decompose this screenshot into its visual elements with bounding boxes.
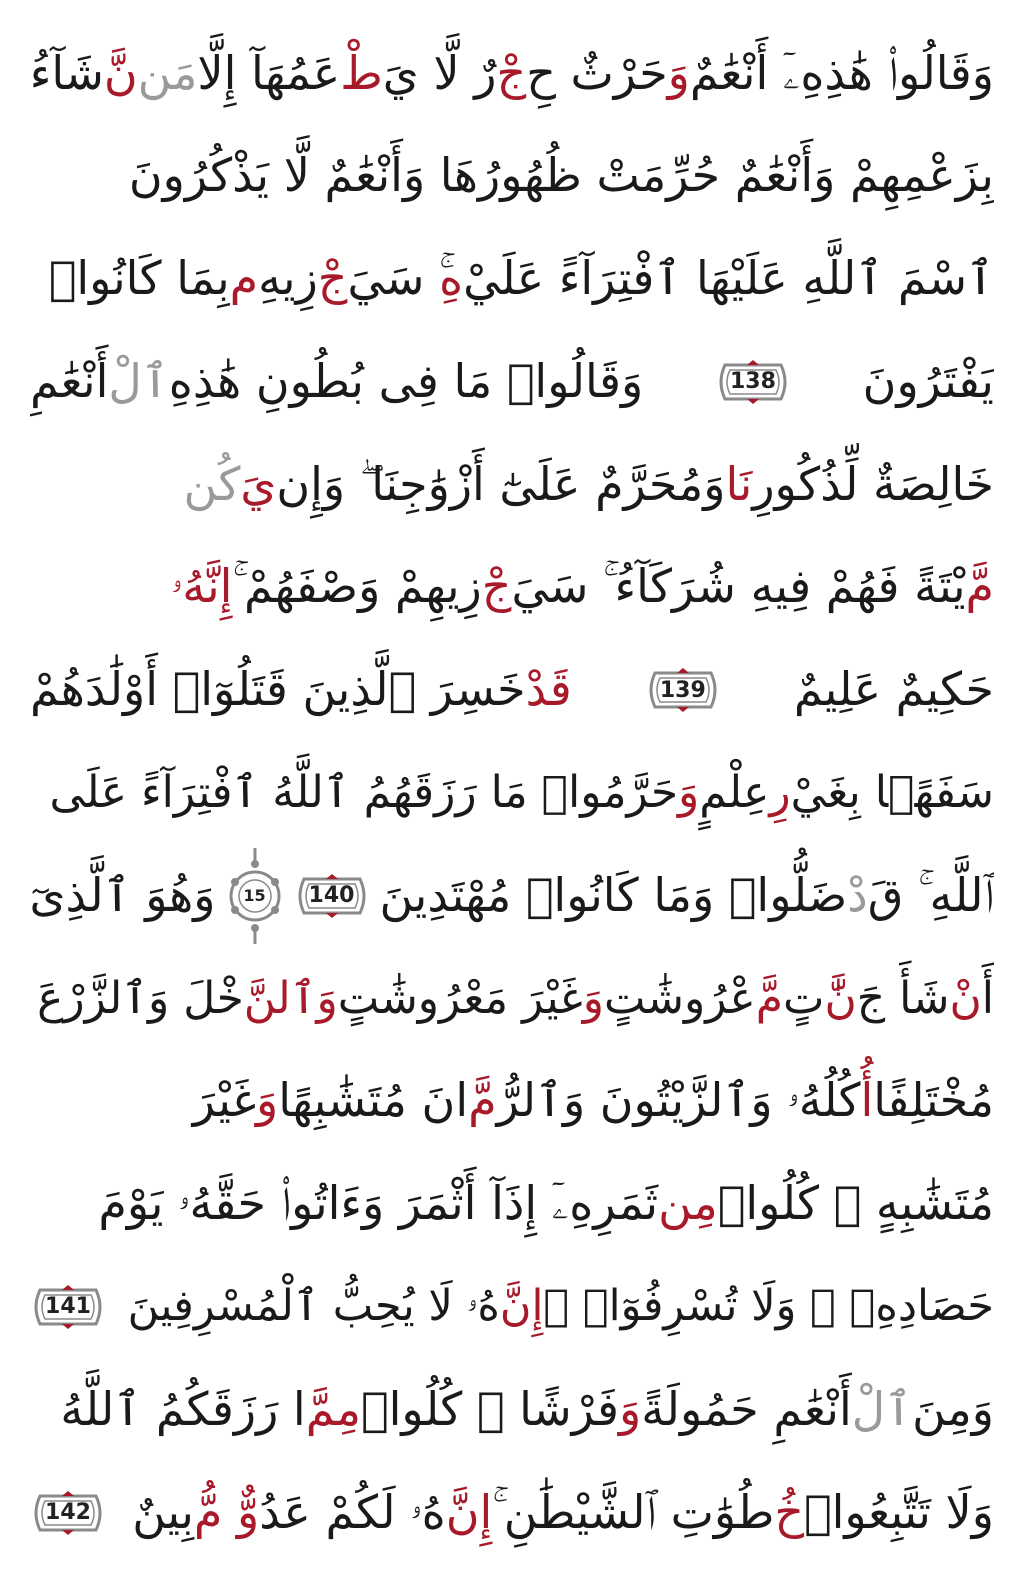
tajweed-highlight-text: جْ	[496, 45, 527, 100]
tajweed-highlight-text: قَدْ	[525, 662, 572, 717]
verse-text: أَنْعَٰمِ حَمُولَةً	[641, 1381, 852, 1436]
verse-text-run	[30, 866, 216, 926]
ayah-number: 139	[659, 677, 706, 703]
tajweed-highlight-text: جْ	[481, 559, 512, 614]
hizb-marker	[226, 846, 284, 946]
verse-text: شَأَ جَ	[856, 972, 950, 1024]
tajweed-highlight-text: وَ	[582, 972, 604, 1024]
verse-text: بِمَا كَانُوا۟	[48, 251, 230, 306]
verse-text: خَالِصَةٌ لِّذُكُورِ	[752, 456, 994, 511]
text-line	[30, 22, 994, 125]
verse-text-run	[183, 455, 994, 515]
verse-text: أَنْعَٰمِ	[30, 353, 109, 408]
verse-text: سَفَهًۢا بِغَيْ	[790, 767, 994, 819]
verse-text: حَرَّمُوا۟ مَا رَزَقَهُمُ ٱللَّهُ ٱفْتِرَآءً عَلَى	[49, 767, 679, 819]
verse-text: ٱللَّهِ ۚ قَ	[867, 867, 994, 922]
verse-text: وَمِنَ	[912, 1381, 994, 1436]
tajweed-highlight-text: نَا	[725, 456, 753, 511]
verse-text: هُۥ لَا يُحِبُّ ٱلْمُسْرِفِينَ	[127, 1281, 500, 1332]
verse-text-run	[30, 660, 572, 720]
verse-text: خَسِرَ ٱلَّذِينَ قَتَلُوٓا۟ أَوْلَٰدَهُمْ	[30, 662, 526, 717]
text-line	[30, 1050, 994, 1153]
tajweed-highlight-text: نَّٰ	[824, 972, 857, 1024]
verse-text-run	[49, 249, 994, 309]
verse-text: عَمُهَآ إِلَّا	[197, 45, 341, 100]
verse-text: ٱسْمَ ٱللَّهِ عَلَيْهَا ٱفْتِرَآءً عَلَيْ	[463, 251, 994, 306]
verse-text: وَمُحَرَّمٌ عَلَىٰٓ أَزْوَٰجِنَا ۖ وَإِن	[276, 456, 726, 511]
tajweed-highlight-text: وَ	[256, 1073, 279, 1128]
text-line	[30, 125, 994, 228]
tajweed-highlight-text: ٱلْ	[108, 353, 169, 408]
tajweed-highlight-text: وَٱلنَّ	[243, 972, 338, 1024]
tajweed-highlight-text: طْ	[340, 45, 383, 100]
tajweed-highlight-text: رِ	[769, 767, 791, 819]
tajweed-highlight-text: كُن	[183, 456, 241, 511]
verse-text-run	[128, 1279, 994, 1335]
tajweed-highlight-text: نَّ	[103, 45, 138, 100]
verse-text: بِينٌ	[132, 1484, 194, 1539]
text-line	[30, 1461, 994, 1564]
ayah-number: 140	[308, 883, 355, 909]
verse-text-run	[30, 352, 643, 412]
tajweed-highlight-text: إِنَّ	[445, 1484, 493, 1539]
tajweed-highlight-text: إِنَّ	[499, 1281, 544, 1332]
ayah-number-marker	[645, 667, 721, 713]
tajweed-highlight-text: مَّ	[468, 1073, 497, 1128]
verse-text-run	[129, 146, 994, 206]
text-line	[30, 1256, 994, 1359]
tajweed-highlight-text: وَ	[667, 45, 690, 100]
verse-text: زِيهِمْ وَصْفَهُمْ ۚ	[232, 559, 482, 614]
text-line	[30, 433, 994, 536]
verse-text: مُخْتَلِفًا	[873, 1073, 994, 1128]
quran-text-lines	[30, 22, 994, 1564]
verse-text: فَرْشًا ۚ كُلُوا۟	[360, 1381, 620, 1436]
verse-text: مُتَشَٰبِهٍ ۚ كُلُوا۟	[717, 1176, 994, 1231]
tajweed-highlight-text: وَ	[619, 1381, 642, 1436]
verse-text-run	[98, 1174, 994, 1234]
verse-text-run	[60, 1380, 994, 1440]
verse-text: ضَلُّوا۟ وَمَا كَانُوا۟ مُهْتَدِينَ	[379, 867, 848, 922]
verse-text: غَيْرَ مَعْرُوشَٰتٍ	[337, 972, 583, 1024]
verse-text-run	[380, 866, 994, 926]
tajweed-highlight-text: يَ	[240, 456, 277, 511]
verse-text: أَ	[981, 972, 994, 1024]
ayah-number-marker	[715, 359, 791, 405]
hizb-number: 15	[243, 886, 266, 906]
verse-text-run	[50, 764, 995, 821]
tajweed-highlight-text: نْ	[949, 972, 982, 1024]
verse-text: وَهُوَ ٱلَّذِىٓ	[30, 867, 216, 922]
ayah-number: 141	[45, 1294, 91, 1320]
verse-text: وَقَالُوا۟ مَا فِى بُطُونِ هَٰذِهِ	[168, 353, 644, 408]
verse-text: كُلُهُۥ وَٱلزَّيْتُونَ وَٱلرُّ	[496, 1073, 861, 1128]
tajweed-highlight-text: خُ	[774, 1484, 805, 1539]
verse-text-run	[30, 44, 994, 104]
verse-text-run	[171, 557, 994, 617]
tajweed-highlight-text: وَ	[678, 767, 700, 819]
ayah-number: 142	[45, 1500, 91, 1526]
tajweed-highlight-text: دْ	[847, 867, 868, 922]
verse-text: يَفْتَرُونَ	[862, 353, 994, 408]
ayah-number-marker	[294, 873, 370, 919]
text-line	[30, 228, 994, 331]
verse-text-run	[193, 1071, 994, 1131]
verse-text: انَ مُتَشَٰبِهًا	[278, 1073, 469, 1128]
text-line	[30, 742, 994, 845]
text-line	[30, 639, 994, 742]
ayah-number: 138	[729, 369, 776, 395]
verse-text: شَآءُ	[30, 45, 104, 100]
verse-text-run	[37, 970, 994, 1027]
verse-text: وَلَا تَتَّبِعُوا۟	[804, 1484, 994, 1539]
verse-text: حَكِيمٌ عَلِيمٌ	[793, 662, 994, 717]
verse-text: غَيْرَ	[192, 1073, 257, 1128]
tajweed-highlight-text: هِ	[439, 251, 464, 306]
verse-text: تٍ	[783, 972, 825, 1024]
verse-text: يْتَةً فَهُمْ فِيهِ شُرَكَآءُ ۚ سَيَ	[511, 559, 966, 614]
verse-text: بِزَعْمِهِمْ وَأَنْعَٰمٌ حُرِّمَتْ ظُهُورُهَا وَأَنْعَٰمٌ لَّا يَذْكُرُونَ	[128, 148, 994, 203]
verse-text-run	[863, 352, 994, 412]
ayah-number-marker	[30, 1284, 106, 1330]
tajweed-highlight-text: أُ	[860, 1073, 874, 1128]
verse-text: ثَمَرِهِۦٓ إِذَآ أَثْمَرَ وَءَاتُوا۟ حَقَّهُۥ يَوْمَ	[98, 1176, 659, 1231]
text-line	[30, 536, 994, 639]
verse-text: طُوَٰتِ ٱلشَّيْطَٰنِ ۚ	[492, 1484, 775, 1539]
verse-text: ۚ سَيَ	[347, 251, 440, 306]
verse-text: هُۥ لَكُمْ عَدُ	[259, 1484, 446, 1539]
verse-text: زِيهِ	[258, 251, 318, 306]
tajweed-highlight-text: جْ	[317, 251, 348, 306]
verse-text: عِلْمٍ	[699, 767, 770, 819]
tajweed-highlight-text: إِنَّهُۥ	[170, 559, 233, 614]
tajweed-highlight-text: مَّ	[755, 972, 784, 1024]
tajweed-highlight-text: م	[229, 251, 259, 306]
verse-text-run	[794, 660, 994, 720]
tajweed-highlight-text: مَّ	[965, 559, 994, 614]
tajweed-highlight-text: مَن	[137, 45, 198, 100]
verse-text: ا رَزَقَكُمُ ٱللَّهُ	[60, 1381, 306, 1436]
verse-text: رٌ لَّا يَ	[382, 45, 497, 100]
verse-text: حَرْثٌ حِ	[526, 45, 668, 100]
tajweed-highlight-text: مِمَّ	[305, 1381, 361, 1436]
text-line	[30, 947, 994, 1050]
verse-text: خْلَ وَٱلزَّرْعَ	[37, 972, 244, 1024]
verse-text-run	[132, 1483, 994, 1543]
text-line	[30, 1153, 994, 1256]
text-line	[30, 1358, 994, 1461]
tajweed-highlight-text: مِن	[658, 1176, 718, 1231]
verse-text: وَقَالُوا۟ هَٰذِهِۦٓ أَنْعَٰمٌ	[689, 45, 994, 100]
verse-text: حَصَادِهِۦ ۖ وَلَا تُسْرِفُوٓا۟ ۚ	[543, 1281, 994, 1332]
text-line	[30, 330, 994, 433]
verse-text: عْرُوشَٰتٍ	[603, 972, 756, 1024]
text-line	[30, 844, 994, 947]
tajweed-highlight-text: وٌّ مُّ	[193, 1484, 260, 1539]
tajweed-highlight-text: ٱلْ	[851, 1381, 913, 1436]
ayah-number-marker	[30, 1490, 106, 1536]
